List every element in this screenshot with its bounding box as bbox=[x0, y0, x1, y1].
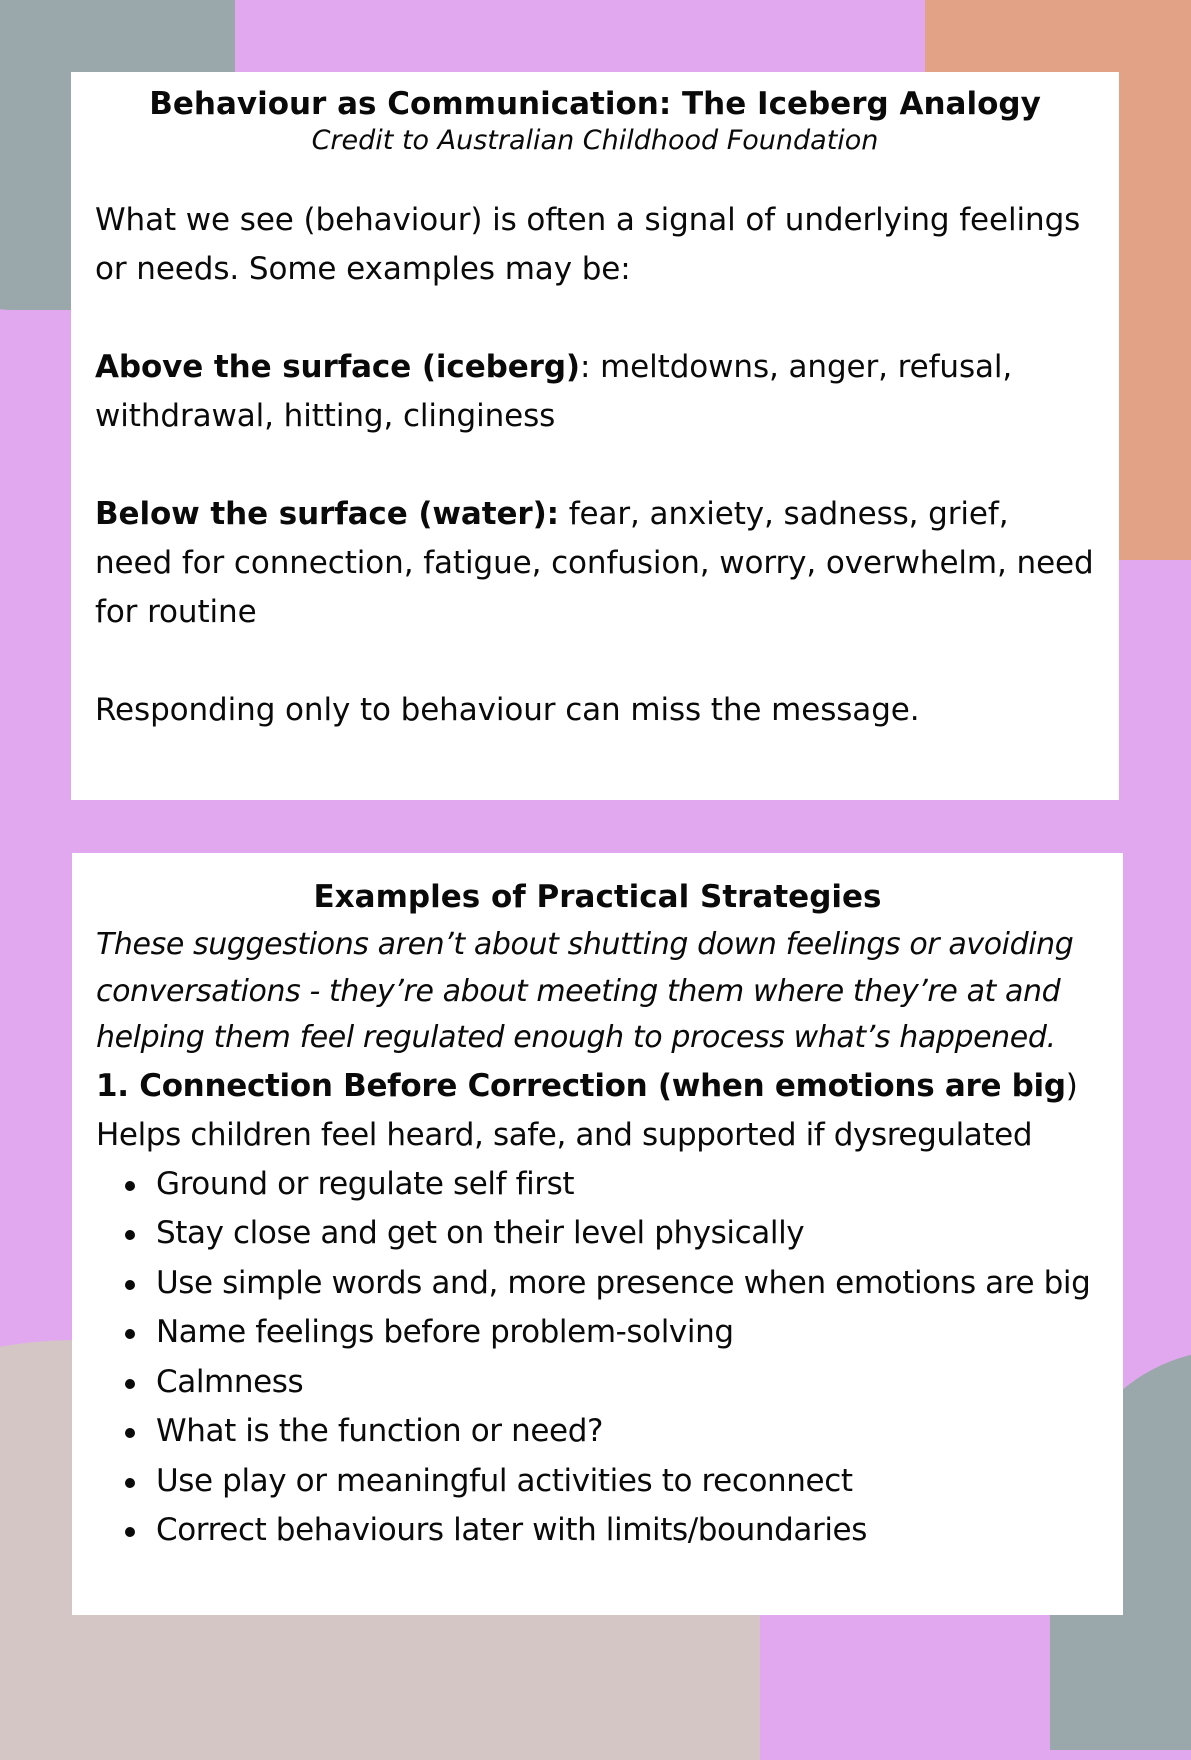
iceberg-title: Behaviour as Communication: The Iceberg Analogy bbox=[149, 86, 1041, 122]
connection-subheading: Helps children feel heard, safe, and supported if dysregulated bbox=[96, 1116, 1033, 1153]
spacer bbox=[95, 441, 1095, 490]
list-item: Stay close and get on their level physically bbox=[156, 1209, 1099, 1259]
list-item: Use simple words and, more presence when emotions are big bbox=[156, 1259, 1099, 1309]
list-item: Calmness bbox=[156, 1358, 1099, 1408]
list-item: Correct behaviours later with limits/boundaries bbox=[156, 1506, 1099, 1556]
spacer bbox=[95, 637, 1095, 686]
strategy-list bbox=[96, 1160, 1099, 1556]
above-surface-label: Above the surface (iceberg) bbox=[95, 348, 580, 385]
connection-heading-bold: 1. Connection Before Correction (when emotions are big bbox=[96, 1067, 1066, 1104]
connection-section-heading bbox=[96, 1062, 1099, 1111]
below-surface-text: fear, anxiety, sadness, grief, need for connection, fatigue, confusion, worry, overwhelm, need for routine bbox=[95, 495, 1094, 630]
list-item: Ground or regulate self first bbox=[156, 1160, 1099, 1210]
iceberg-closing: Responding only to behaviour can miss the message. bbox=[95, 691, 920, 728]
above-surface-paragraph bbox=[95, 343, 1095, 441]
iceberg-card bbox=[71, 72, 1119, 800]
strategies-note: These suggestions aren’t about shutting down feelings or avoiding conversations - they’re about meeting them where they’re at and helping them feel regulated enough to process what’s happened. bbox=[96, 927, 1074, 1056]
iceberg-credit: Credit to Australian Childhood Foundation bbox=[311, 125, 879, 157]
list-item: Name feelings before problem-solving bbox=[156, 1308, 1099, 1358]
spacer bbox=[95, 160, 1095, 196]
strategies-card bbox=[72, 853, 1123, 1615]
list-item: Use play or meaningful activities to reconnect bbox=[156, 1457, 1099, 1507]
connection-heading-paren: ) bbox=[1065, 1067, 1078, 1104]
below-surface-paragraph bbox=[95, 490, 1095, 637]
spacer bbox=[95, 294, 1095, 343]
strategies-title: Examples of Practical Strategies bbox=[313, 879, 882, 915]
below-surface-label: Below the surface (water): bbox=[95, 495, 559, 532]
above-surface-text: : meltdowns, anger, refusal, withdrawal, hitting, clinginess bbox=[95, 348, 1013, 434]
list-item: What is the function or need? bbox=[156, 1407, 1099, 1457]
iceberg-intro: What we see (behaviour) is often a signal of underlying feelings or needs. Some examples may be: bbox=[95, 201, 1081, 287]
